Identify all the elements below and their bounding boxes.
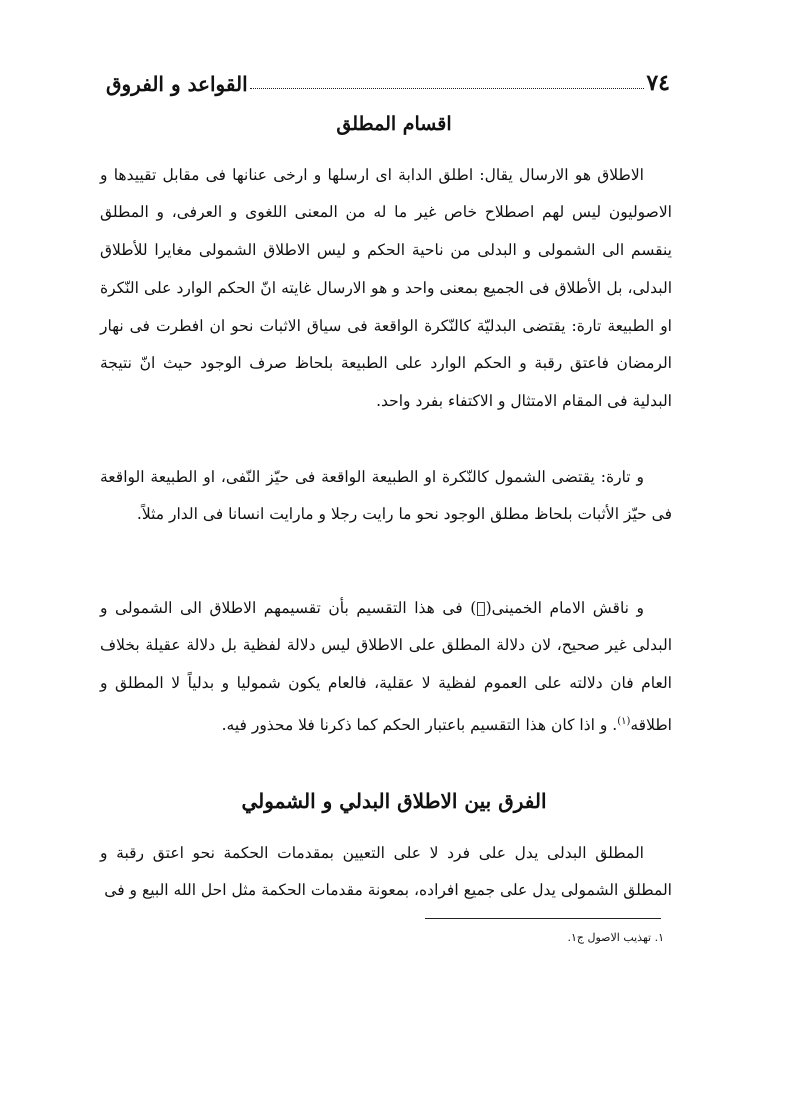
footnote-separator (425, 918, 661, 919)
footnote-reference[interactable]: (١) (617, 715, 631, 727)
section-heading-difference: الفرق بين الاطلاق البدلي و الشمولي (241, 789, 547, 813)
running-header (104, 64, 670, 96)
section-heading-divisions-of-absolute: اقسام المطلق (336, 113, 452, 135)
paragraph-difference (100, 835, 672, 911)
honorific-mark: ﷫ (476, 598, 486, 617)
header-leader-dots (250, 88, 645, 89)
running-title: القواعد و الفروق (106, 72, 248, 96)
critique-text-end: . و اذا كان هذا التقسيم باعتبار الحكم كما ذكرنا فلا محذور فيه. (221, 716, 618, 735)
footnote: ١. تهذيب الاصول ج١. (567, 931, 664, 944)
paragraph-comprehensive-text: و تارة: يقتضى الشمول كالنّكرة او الطبيعة الواقعة فى حيّز النّفى، او الطبيعة الواقعة فى حيّز الأثبات بلحاظ مطلق الوجود نحو ما رايت رجلا و مارايت انسانا فى الدار مثلاً. (100, 467, 672, 524)
critique-text-start: و ناقش الامام الخمينى( (485, 598, 644, 617)
page-number: ٧٤ (646, 70, 670, 96)
paragraph-khomeini-critique (100, 590, 672, 745)
paragraph-definition (100, 157, 672, 422)
critique-text-body: ) فى هذا التقسيم بأن تقسيمهم الاطلاق الى الشمولى و البدلى غير صحيح، لان دلالة المطلق على الاطلاق ليس دلالة لفظية بل دلالة عقيلة بخلاف العام فان دلالته على العموم لفظية لا عقلية، فالعام يكون شموليا و بدلياً لا المطلق و اطلاقه (100, 598, 672, 735)
paragraph-definition-text: الاطلاق هو الارسال يقال: اطلق الدابة اى ارسلها و ارخى عنانها فى مقابل تقييدها و الاصوليون ليس لهم اصطلاح خاص غير ما له من المعنى اللغوى و العرفى، و المطلق ينقسم الى الشمولى و البدلى من ناحية الحكم و ليس الاطلاق الشمولى مغايرا للأطلاق البدلى، بل الأطلاق فى الجميع بمعنى واحد و هو الارسال غايته انّ الحكم الوارد على النّكرة او الطبيعة تارة: يقتضى البدليّة كالنّكرة الواقعة فى سياق الاثبات نحو ان افطرت فى نهار الرمضان فاعتق رقبة و الحكم الوارد على الطبيعة بلحاظ صرف الوجود حيث انّ نتيجة البدلية فى المقام الامتثال و الاكتفاء بفرد واحد. (100, 165, 672, 411)
paragraph-difference-text: المطلق البدلى يدل على فرد لا على التعيين بمقدمات الحكمة نحو اعتق رقبة و المطلق الشمولى يدل على جميع افراده، بمعونة مقدمات الحكمة مثل احل الله البيع و فى (100, 843, 672, 900)
paragraph-comprehensive-case (100, 459, 672, 535)
